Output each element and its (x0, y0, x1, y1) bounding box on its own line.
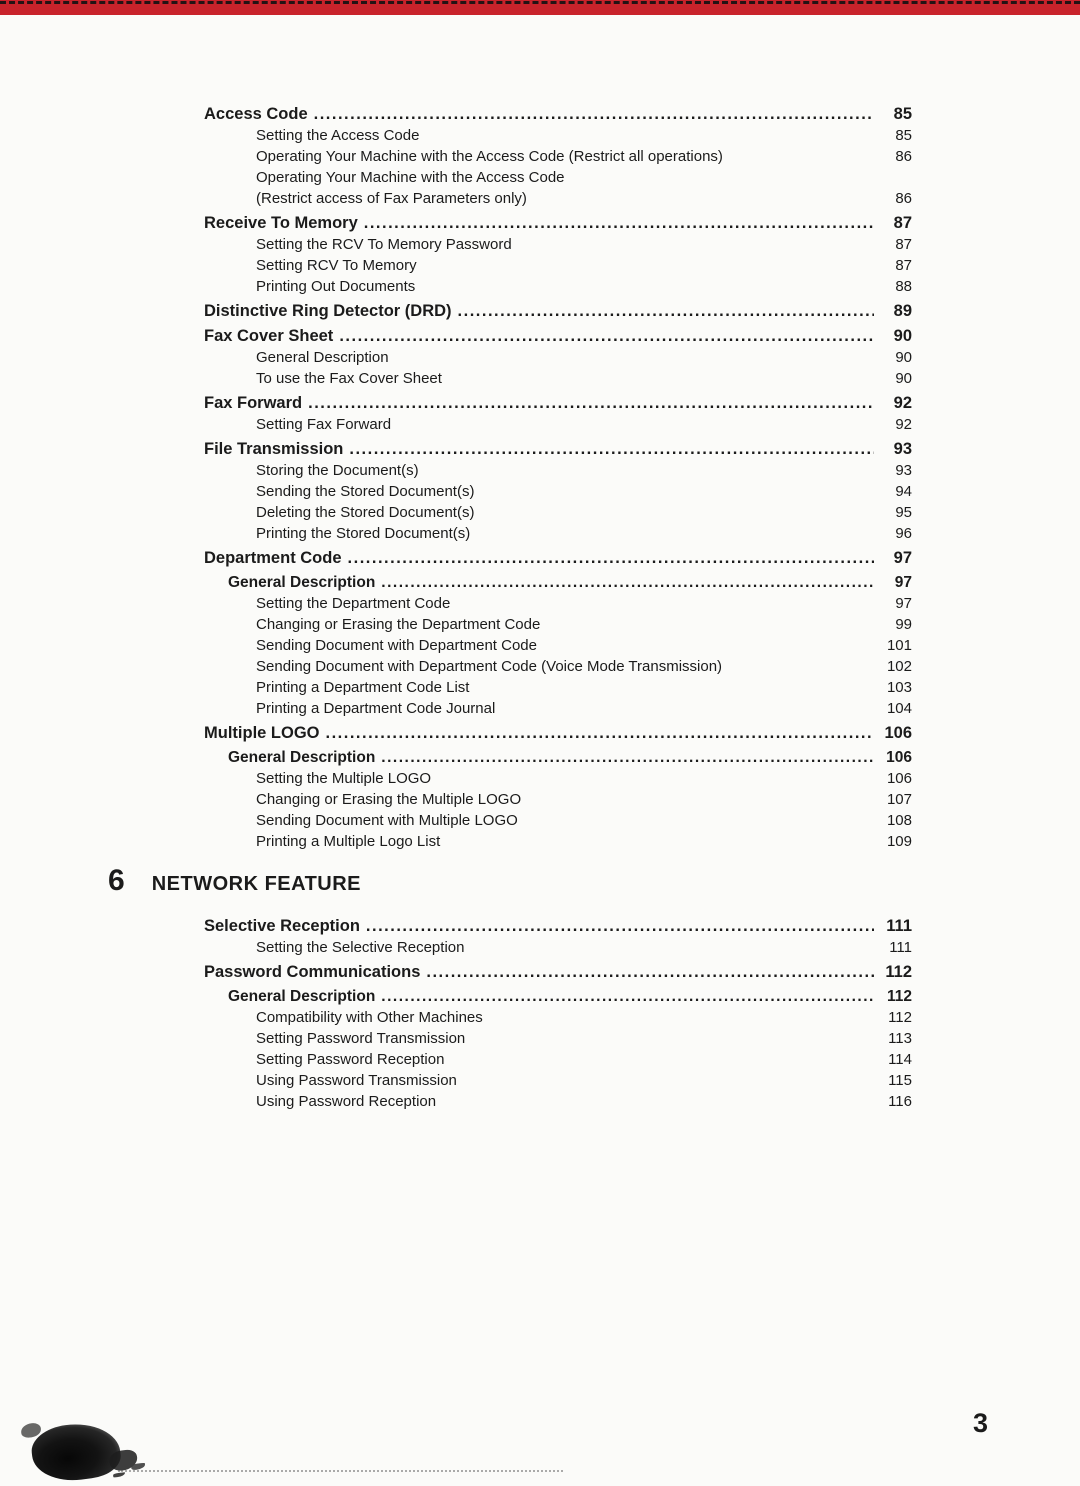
toc-leader-dots (349, 439, 874, 460)
toc-entry (204, 1091, 912, 1112)
toc-entry (204, 656, 912, 677)
toc-entry-label: Using Password Transmission (256, 1072, 457, 1089)
toc-entry (204, 962, 912, 983)
toc-entry-page: 86 (895, 148, 912, 165)
toc-entry (204, 368, 912, 389)
toc-entry (204, 276, 912, 297)
toc-entry-label: Setting the Department Code (256, 595, 451, 612)
toc-leader-dots (426, 962, 874, 983)
toc-entry (204, 502, 912, 523)
toc-entry-label: Changing or Erasing the Multiple LOGO (256, 791, 522, 808)
toc-entry-page: 97 (895, 595, 912, 612)
toc-list-bottom (204, 916, 912, 1112)
toc-entry (204, 523, 912, 544)
toc-entry-page: 93 (893, 440, 912, 458)
toc-entry-page: 87 (893, 214, 912, 232)
toc-entry-page: 106 (886, 749, 912, 766)
toc-entry-label: Printing a Department Code List (256, 679, 470, 696)
toc-entry-label: Multiple LOGO (204, 724, 320, 742)
toc-entry-page: 102 (886, 658, 912, 675)
toc-entry (204, 593, 912, 614)
toc-entry-label: Compatibility with Other Machines (256, 1009, 483, 1026)
chapter-title: NETWORK FEATURE (151, 873, 362, 895)
toc-entry-page: 106 (884, 724, 912, 742)
toc-leader-dots (348, 548, 874, 569)
toc-entry (204, 1070, 912, 1091)
toc-entry-page: 86 (895, 190, 912, 207)
toc-entry (204, 234, 912, 255)
toc-entry-label: General Description (228, 749, 376, 766)
toc-entry-page: 99 (895, 616, 912, 633)
page-number: 3 (972, 1408, 988, 1438)
toc-entry (204, 810, 912, 831)
toc-entry-label: General Description (256, 349, 389, 366)
toc-entry-label: General Description (228, 988, 376, 1005)
toc-entry (204, 439, 912, 460)
toc-entry (204, 125, 912, 146)
toc-entry (204, 916, 912, 937)
toc-entry (204, 1028, 912, 1049)
toc-leader-dots (381, 986, 874, 1007)
toc-leader-dots (326, 723, 875, 744)
toc-entry-page: 92 (893, 394, 912, 412)
toc-entry-label: Printing the Stored Document(s) (256, 525, 471, 542)
toc-entry (204, 698, 912, 719)
toc-entry (204, 213, 912, 234)
toc-entry-page: 97 (893, 549, 912, 567)
toc-entry-label: Setting the Multiple LOGO (256, 770, 432, 787)
toc-entry-label: Sending Document with Department Code (256, 637, 537, 654)
toc-entry-label: File Transmission (204, 440, 344, 458)
toc-leader-dots (314, 104, 874, 125)
toc-entry-label: Changing or Erasing the Department Code (256, 616, 541, 633)
toc-leader-dots (364, 213, 874, 234)
toc-entry-label: Sending Document with Multiple LOGO (256, 812, 518, 829)
toc-entry-page: 93 (895, 462, 912, 479)
toc-entry-label: To use the Fax Cover Sheet (256, 370, 442, 387)
toc-entry-label: Using Password Reception (256, 1093, 437, 1110)
toc-leader-dots (458, 301, 874, 322)
toc-content (108, 100, 912, 1112)
toc-entry-page: 114 (888, 1051, 912, 1068)
toc-entry-page: 96 (895, 525, 912, 542)
toc-list-top (204, 104, 912, 852)
toc-entry-label: (Restrict access of Fax Parameters only) (256, 190, 527, 207)
toc-entry-page: 112 (885, 963, 912, 981)
toc-entry-page: 116 (888, 1093, 912, 1110)
toc-entry-page: 85 (895, 127, 912, 144)
toc-entry-page: 95 (895, 504, 912, 521)
toc-entry-label: Printing a Department Code Journal (256, 700, 496, 717)
toc-entry (204, 937, 912, 958)
toc-entry-page: 94 (895, 483, 912, 500)
toc-entry-page: 111 (889, 939, 912, 956)
chapter-number: 6 (108, 864, 125, 897)
toc-entry-page: 101 (886, 637, 912, 654)
toc-entry (204, 723, 912, 744)
toc-entry (204, 167, 912, 188)
scan-bottom-dotted-artifact (118, 1470, 563, 1472)
toc-entry-page: 108 (886, 812, 912, 829)
toc-entry-label: Receive To Memory (204, 214, 358, 232)
toc-leader-dots (366, 916, 874, 937)
toc-entry-page: 90 (893, 327, 912, 345)
toc-entry-label: Distinctive Ring Detector (DRD) (204, 302, 452, 320)
toc-entry (204, 104, 912, 125)
toc-entry-label: Deleting the Stored Document(s) (256, 504, 475, 521)
toc-entry-page: 113 (888, 1030, 912, 1047)
toc-entry-label: Selective Reception (204, 917, 360, 935)
toc-entry (204, 789, 912, 810)
toc-entry-page: 90 (895, 370, 912, 387)
toc-entry (204, 460, 912, 481)
toc-entry-page: 87 (895, 257, 912, 274)
toc-entry-page: 88 (895, 278, 912, 295)
chapter-heading (108, 864, 912, 898)
toc-entry (204, 986, 912, 1007)
toc-entry-page: 92 (895, 416, 912, 433)
scan-top-red-strip (0, 0, 1080, 15)
toc-leader-dots (381, 572, 874, 593)
scan-ink-smudge-artifact (29, 1419, 123, 1485)
toc-entry-page: 111 (886, 917, 912, 935)
toc-entry-page: 90 (895, 349, 912, 366)
toc-entry (204, 1049, 912, 1070)
toc-entry-page: 106 (886, 770, 912, 787)
toc-entry-page: 103 (886, 679, 912, 696)
toc-entry (204, 747, 912, 768)
toc-entry-page: 87 (895, 236, 912, 253)
toc-entry-label: Fax Forward (204, 394, 303, 412)
scan-dashed-edge-line (0, 1, 1080, 4)
toc-entry (204, 677, 912, 698)
toc-entry-label: Operating Your Machine with the Access Code (Restrict all operations) (256, 148, 723, 165)
toc-entry-page: 97 (894, 574, 912, 591)
toc-entry (204, 614, 912, 635)
toc-entry (204, 347, 912, 368)
toc-entry-label: Printing Out Documents (256, 278, 416, 295)
toc-entry (204, 481, 912, 502)
toc-entry (204, 548, 912, 569)
toc-entry (204, 831, 912, 852)
toc-entry-page: 107 (886, 791, 912, 808)
toc-entry (204, 301, 912, 322)
toc-entry-page: 112 (888, 1009, 912, 1026)
toc-entry (204, 188, 912, 209)
toc-entry-label: Setting Fax Forward (256, 416, 392, 433)
toc-entry-label: Setting the RCV To Memory Password (256, 236, 512, 253)
toc-entry-label: Setting the Selective Reception (256, 939, 465, 956)
toc-leader-dots (339, 326, 874, 347)
toc-entry-label: Setting Password Reception (256, 1051, 445, 1068)
toc-entry-label: Sending Document with Department Code (Voice Mode Transmission) (256, 658, 723, 675)
toc-leader-dots (308, 393, 874, 414)
toc-entry-label: Sending the Stored Document(s) (256, 483, 475, 500)
toc-entry-label: Access Code (204, 105, 308, 123)
toc-entry-page: 89 (893, 302, 912, 320)
toc-entry (204, 768, 912, 789)
toc-entry-label: Storing the Document(s) (256, 462, 419, 479)
toc-entry (204, 1007, 912, 1028)
toc-entry-page: 104 (886, 700, 912, 717)
toc-entry-label: Operating Your Machine with the Access Code (256, 169, 565, 186)
toc-entry (204, 326, 912, 347)
toc-entry-label: Department Code (204, 549, 342, 567)
toc-entry-label: Fax Cover Sheet (204, 327, 334, 345)
toc-entry (204, 255, 912, 276)
toc-entry-label: Password Communications (204, 963, 421, 981)
toc-entry-label: Setting the Access Code (256, 127, 420, 144)
toc-entry (204, 572, 912, 593)
toc-entry-label: Printing a Multiple Logo List (256, 833, 441, 850)
toc-entry-page: 112 (886, 988, 912, 1005)
toc-entry-page: 85 (893, 105, 912, 123)
toc-entry-label: Setting Password Transmission (256, 1030, 466, 1047)
toc-entry (204, 414, 912, 435)
toc-entry-page: 109 (886, 833, 912, 850)
toc-entry-page: 115 (888, 1072, 912, 1089)
toc-leader-dots (381, 747, 874, 768)
toc-entry-label: Setting RCV To Memory (256, 257, 417, 274)
toc-entry (204, 393, 912, 414)
toc-entry-label: General Description (228, 574, 376, 591)
toc-entry (204, 635, 912, 656)
toc-entry (204, 146, 912, 167)
